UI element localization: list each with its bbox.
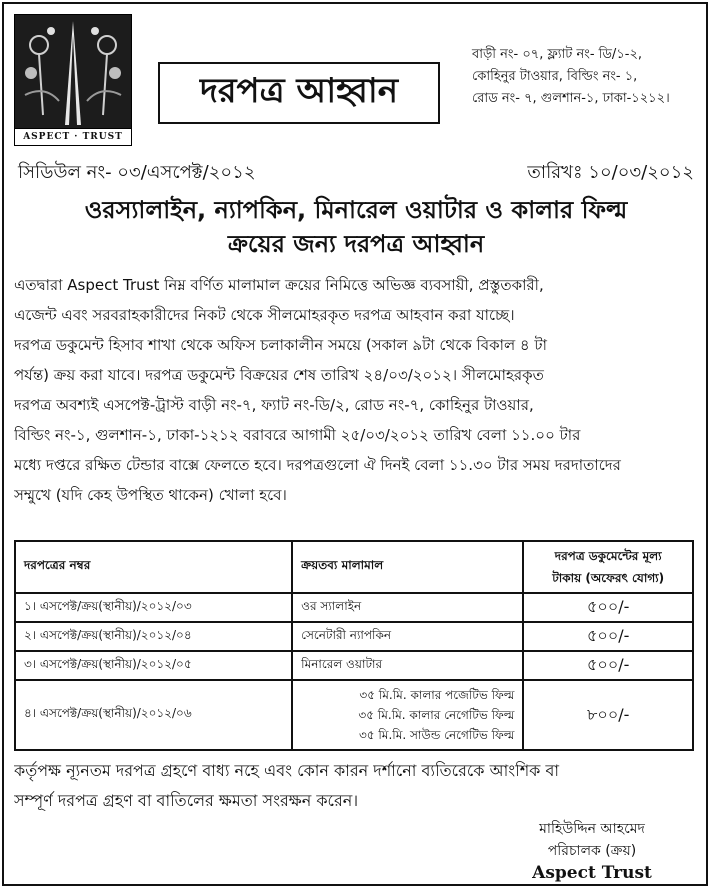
header-tender-number: দরপত্রের নম্বর — [15, 541, 292, 593]
price-cell: ৫০০/- — [523, 622, 693, 651]
tender-table — [14, 540, 694, 751]
item-line: ৩৫ মি.মি. সাউন্ড নেগেটিভ ফিল্ম — [358, 728, 515, 742]
reference-row — [18, 158, 694, 184]
table-row — [15, 622, 693, 651]
table-row — [15, 680, 693, 750]
tender-number-cell: ২। এসপেক্ট/ক্রয়(স্থানীয়)/২০১২/০৪ — [15, 622, 292, 651]
footer-note — [14, 756, 694, 816]
table-header-row — [15, 541, 693, 593]
address-block — [472, 44, 704, 110]
address-line: রোড নং- ৭, গুলশান-১, ঢাকা-১২১২। — [472, 91, 670, 106]
item-cell: সেনেটারী ন্যাপকিন — [292, 622, 523, 651]
table-row — [15, 651, 693, 680]
price-cell: ৫০০/- — [523, 651, 693, 680]
headline: দরপত্র আহ্বান — [158, 62, 440, 124]
address-line: কোহিনুর টাওয়ার, বিল্ডিং নং- ১, — [472, 69, 638, 84]
organization-name: Aspect Trust — [532, 863, 652, 883]
body-line: সম্মুখে (যদি কেহ উপস্থিত থাকেন) খোলা হবে। — [14, 486, 287, 504]
table-row — [15, 593, 693, 622]
price-cell: ৮০০/- — [523, 680, 693, 750]
body-line: দরপত্র অবশ্যই এসপেক্ট-ট্রাস্ট বাড়ী নং-৭, ফ্যাট নং-ডি/২, রোড নং-৭, কোহিনুর টাওয়ার, — [14, 396, 534, 414]
notice-subtitle: ক্রয়ের জন্য দরপত্র আহ্বান — [227, 230, 485, 258]
address-line: বাড়ী নং- ০৭, ফ্ল্যাট নং- ডি/১-২, — [472, 47, 643, 62]
body-line: বিল্ডিং নং-১, গুলশান-১, ঢাকা-১২১২ বরাবরে আগামী ২৫/০৩/২০১২ তারিখ বেলা ১১.০০ টার — [14, 426, 581, 444]
header-price-line: দরপত্র ডকুমেন্টের মূল্য — [554, 549, 662, 563]
item-cell — [292, 680, 523, 750]
body-line: পর্যন্ত) ক্রয় করা যাবে। দরপত্র ডকুমেন্ট বিক্রয়ের শেষ তারিখ ২৪/০৩/২০১২। সীলমোহরকৃত — [14, 366, 544, 384]
signatory-name: মাহিউদ্দিন আহমেদ — [539, 821, 645, 837]
header-document-price — [523, 541, 693, 593]
price-cell: ৫০০/- — [523, 593, 693, 622]
notice-title: ওরস্যালাইন, ন্যাপকিন, মিনারেল ওয়াটার ও কালার ফিল্ম — [84, 196, 628, 224]
logo-caption: ASPECT · TRUST — [15, 128, 131, 145]
item-line: ৩৫ মি.মি. কালার নেগেটিভ ফিল্ম — [358, 708, 515, 722]
body-line: এতদ্বারা Aspect Trust নিম্ন বর্ণিত মালামাল ক্রয়ের নিমিত্তে অভিজ্ঞ ব্যবসায়ী, প্রস্তুতকারী, — [14, 276, 544, 294]
header-price-line: টাকায় (অফেরৎ যোগ্য) — [552, 571, 665, 585]
item-line: ৩৫ মি.মি. কালার পজেটিভ ফিল্ম — [359, 688, 515, 702]
header-items: ক্রয়তব্য মালামাল — [292, 541, 523, 593]
body-line: মধ্যে দপ্তরে রক্ষিত টেন্ডার বাক্সে ফেলতে হবে। দরপত্রগুলো ঐ দিনই বেলা ১১.৩০ টার সময় দরদাতাদের — [14, 456, 621, 474]
body-line: দরপত্র ডকুমেন্ট হিসাব শাখা থেকে অফিস চলাকালীন সময়ে (সকাল ৯টা থেকে বিকাল ৪ টা — [14, 336, 547, 354]
tender-number-cell: ৪। এসপেক্ট/ক্রয়(স্থানীয়)/২০১২/০৬ — [15, 680, 292, 750]
body-line: এজেন্ট এবং সরবরাহকারীদের নিকট থেকে সীলমোহরকৃত দরপত্র আহবান করা যাচ্ছে। — [14, 306, 515, 324]
notice-date: তারিখঃ ১০/০৩/২০১২ — [527, 162, 694, 183]
tender-number-cell: ৩। এসপেক্ট/ক্রয়(স্থানীয়)/২০১২/০৫ — [15, 651, 292, 680]
aspect-trust-logo — [14, 14, 132, 146]
item-cell: ওর স্যালাইন — [292, 593, 523, 622]
footer-line: কর্তৃপক্ষ ন্যূনতম দরপত্র গ্রহণে বাধ্য নহে এবং কোন কারন দর্শানো ব্যতিরেকে আংশিক বা — [14, 761, 560, 780]
notice-body — [14, 270, 694, 510]
item-cell: মিনারেল ওয়াটার — [292, 651, 523, 680]
signatory-designation: পরিচালক (ক্রয়) — [547, 843, 637, 859]
signature-block — [500, 818, 684, 884]
tender-number-cell: ১। এসপেক্ট/ক্রয়(স্থানীয়)/২০১২/০৩ — [15, 593, 292, 622]
logo-artwork-icon — [15, 15, 131, 129]
schedule-number: সিডিউল নং- ০৩/এসপেক্ট/২০১২ — [18, 162, 256, 183]
footer-line: সম্পূর্ণ দরপত্র গ্রহণ বা বাতিলের ক্ষমতা সংরক্ষন করেন। — [14, 791, 359, 810]
